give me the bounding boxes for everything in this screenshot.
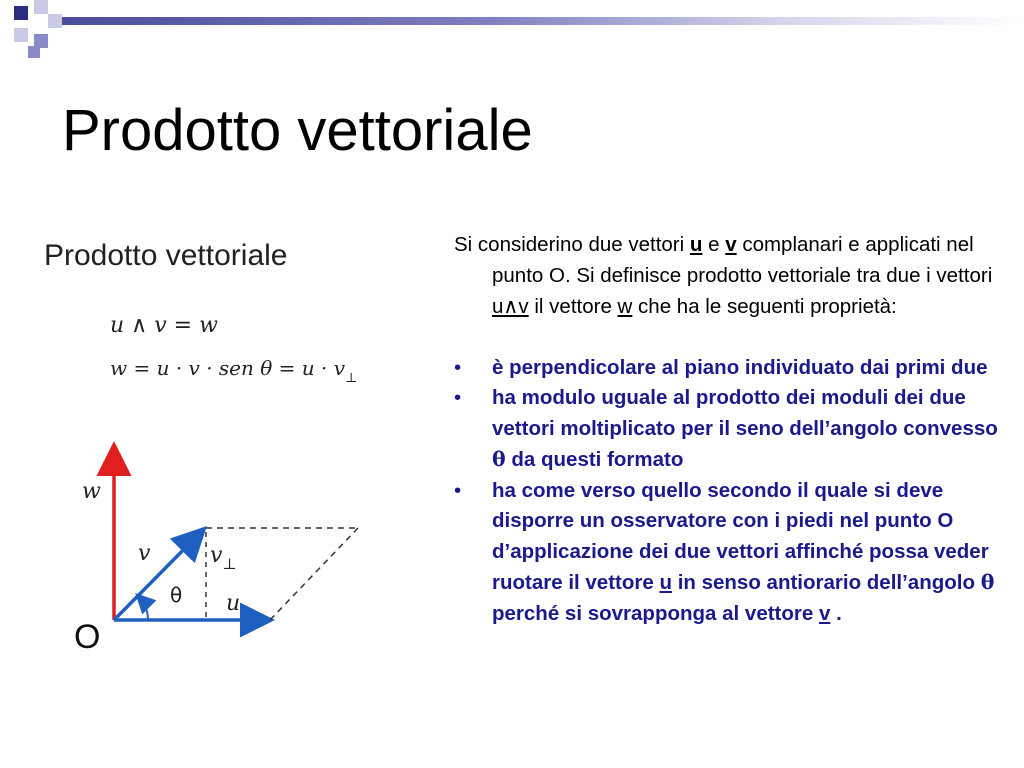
label-v: v — [138, 541, 151, 566]
formula-cross-product: u ∧ v = w — [110, 313, 218, 338]
corner-square-3 — [48, 14, 62, 28]
corner-square-4 — [14, 28, 28, 42]
corner-square-2 — [34, 0, 48, 14]
dashed-right-line — [270, 528, 358, 620]
bullet-modulo: • ha modulo uguale al prodotto dei moduli dei due vettori moltiplicato per il seno dell’angolo convesso θ da questi formato — [454, 383, 1004, 476]
bullet-marker: • — [454, 478, 462, 502]
label-theta: θ — [170, 583, 183, 607]
intro-paragraph: Si considerino due vettori u e v complanari e applicati nel punto O. Si definisce prodotto vettoriale tra due i vettori u∧v il vettore w che ha le seguenti proprietà: — [454, 233, 993, 318]
bullet-marker: • — [454, 355, 462, 379]
corner-square-6 — [28, 46, 40, 58]
vector-diagram — [30, 220, 430, 660]
bullet-verso: • ha come verso quello secondo il quale si deve disporre un osservatore con i piedi nel punto O d’applicazione dei due vettori affinché possa veder ruotare il vettore u in senso antiorario dell’angolo θ perché si sovrapponga al vettore v . — [454, 476, 1004, 630]
definition-text — [454, 230, 1004, 629]
vector-diagram-figure — [30, 220, 430, 660]
bullet-marker: • — [454, 386, 462, 409]
intro-vector-v: v — [725, 233, 737, 256]
vector-v-arrow — [114, 531, 202, 620]
intro-vector-u: u — [689, 233, 703, 256]
label-vperp: $v_\perp$ — [210, 543, 237, 573]
slide-title: Prodotto vettoriale — [62, 98, 533, 163]
spacer — [454, 323, 1004, 353]
title-accent-bar — [62, 17, 1024, 25]
corner-square-1 — [14, 6, 28, 20]
label-origin: O — [74, 618, 101, 656]
label-u: u — [226, 591, 241, 616]
bullet-perpendicular: • è perpendicolare al piano individuato dai primi due — [454, 353, 1004, 384]
formula-magnitude: w = u · v · sen $\theta = u \cdot v_\perp$ — [110, 356, 358, 386]
figure-heading: Prodotto vettoriale — [44, 239, 288, 272]
label-w: w — [82, 479, 101, 504]
angle-theta-arc — [138, 596, 148, 620]
intro-vector-w: w — [617, 295, 633, 318]
